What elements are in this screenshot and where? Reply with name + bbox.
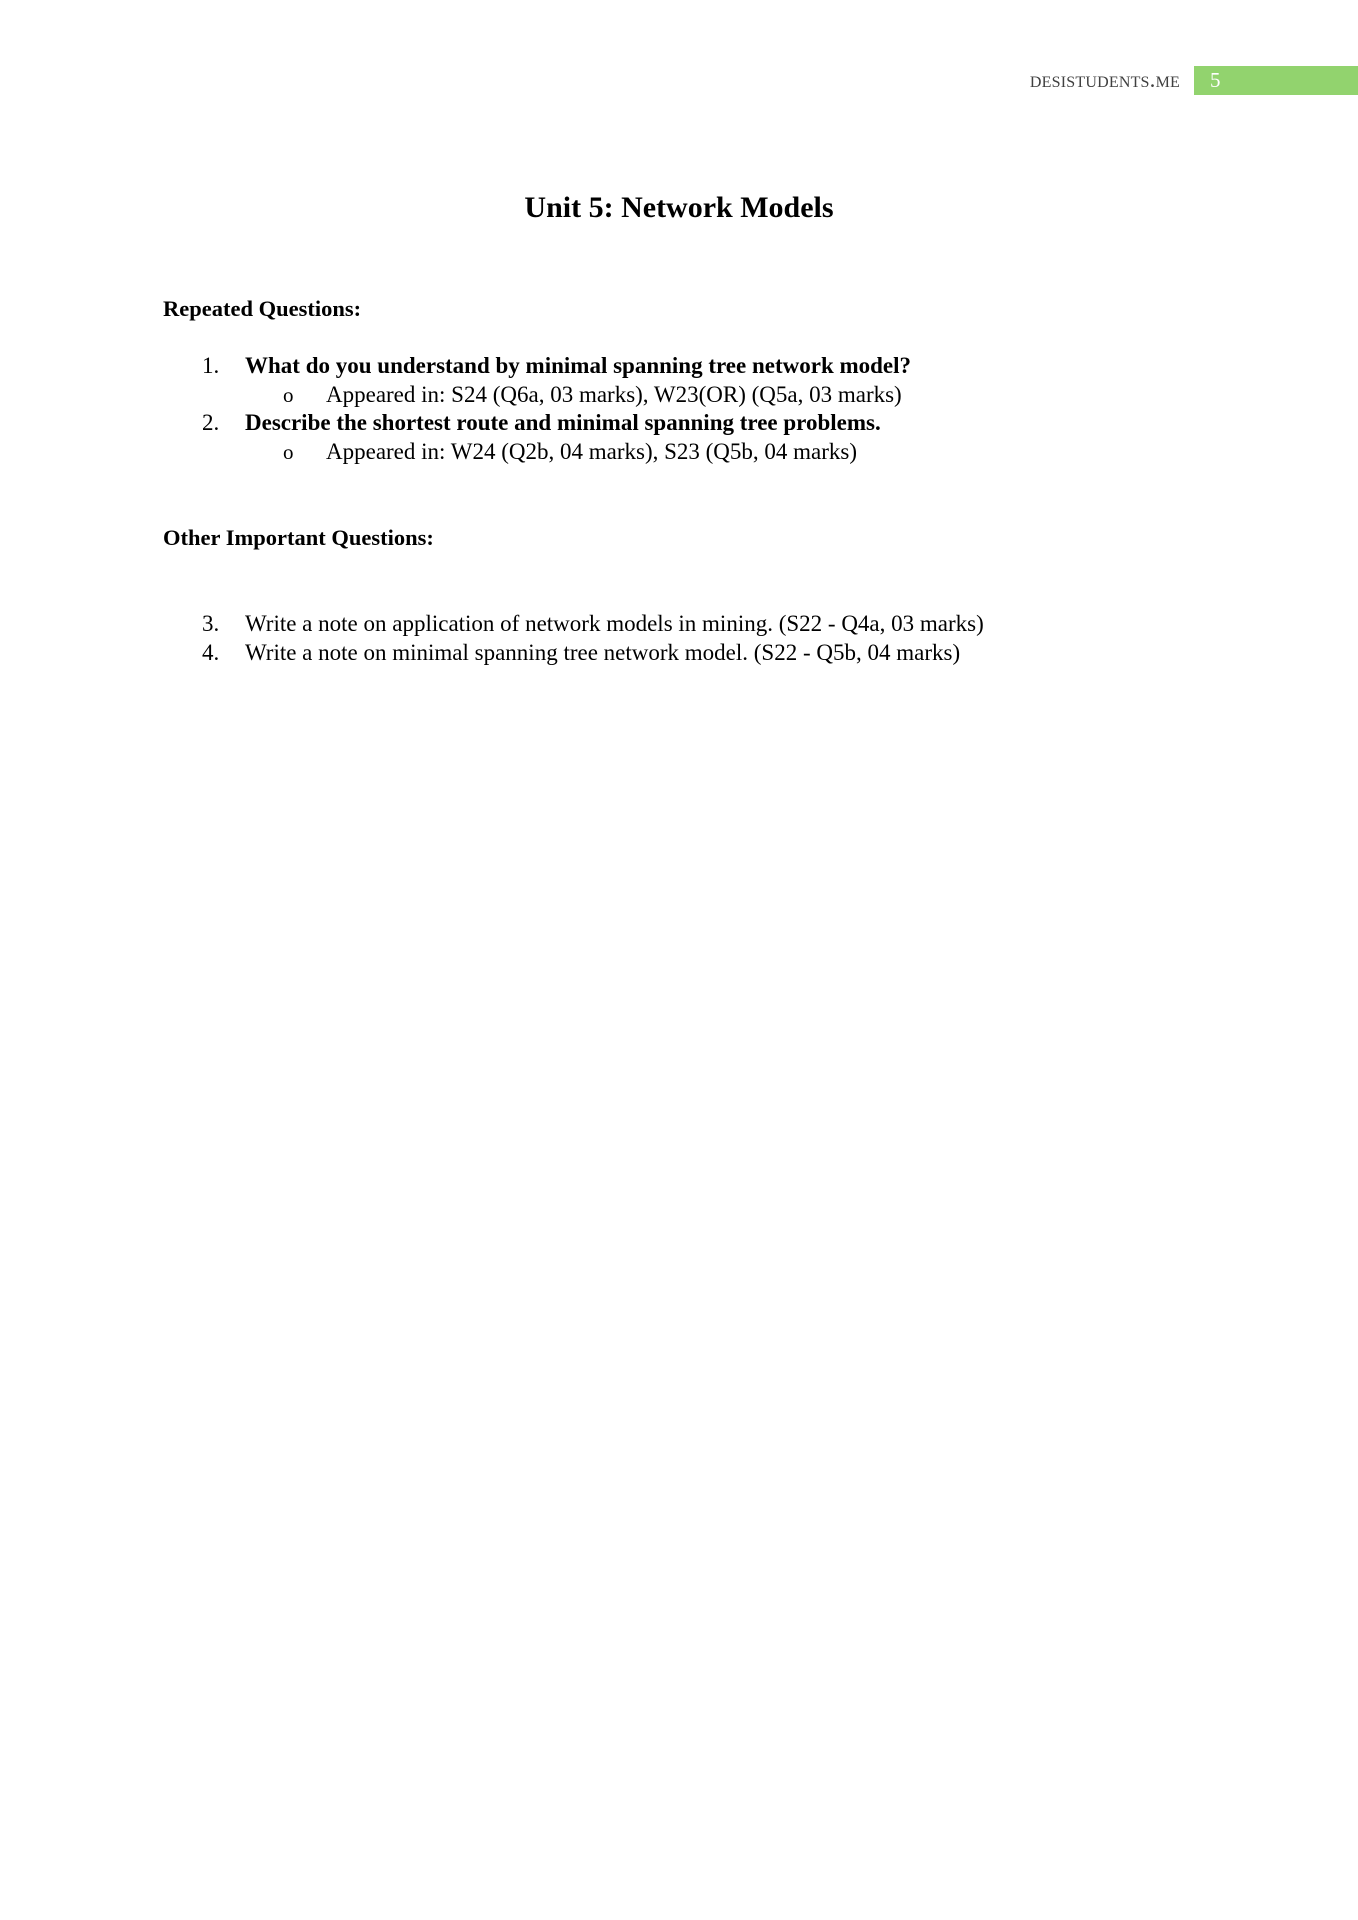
- other-questions-heading: Other Important Questions:: [163, 525, 434, 550]
- question-text: Write a note on minimal spanning tree network model. (S22 - Q5b, 04 marks): [245, 639, 961, 665]
- appeared-in-item: [163, 438, 911, 467]
- list-item: [163, 610, 984, 639]
- question-text: Describe the shortest route and minimal spanning tree problems.: [245, 410, 881, 435]
- bullet-icon: o: [283, 382, 294, 407]
- document-title: Unit 5: Network Models: [524, 191, 834, 224]
- list-item: [163, 409, 911, 438]
- question-text: What do you understand by minimal spanning tree network model?: [245, 353, 912, 378]
- question-number: 4.: [202, 639, 220, 665]
- question-number: 3.: [202, 611, 220, 636]
- other-questions-list: [163, 610, 984, 667]
- question-number: 1.: [202, 353, 220, 378]
- list-item: [163, 352, 911, 381]
- site-name: desistudents.me: [1029, 67, 1180, 92]
- bullet-icon: o: [283, 439, 294, 464]
- appeared-in-item: [163, 381, 911, 410]
- page-header: [1030, 64, 1358, 96]
- repeated-questions-list: [163, 352, 911, 466]
- page-number-badge: [1194, 66, 1358, 95]
- question-number: 2.: [202, 410, 220, 435]
- list-item: [163, 639, 984, 668]
- repeated-questions-heading: Repeated Questions:: [163, 296, 362, 321]
- page-number: 5: [1210, 67, 1221, 92]
- question-text: Write a note on application of network models in mining. (S22 - Q4a, 03 marks): [245, 611, 984, 636]
- appeared-in-text: Appeared in: W24 (Q2b, 04 marks), S23 (Q5b, 04 marks): [326, 438, 858, 464]
- appeared-in-text: Appeared in: S24 (Q6a, 03 marks), W23(OR) (Q5a, 03 marks): [326, 381, 902, 407]
